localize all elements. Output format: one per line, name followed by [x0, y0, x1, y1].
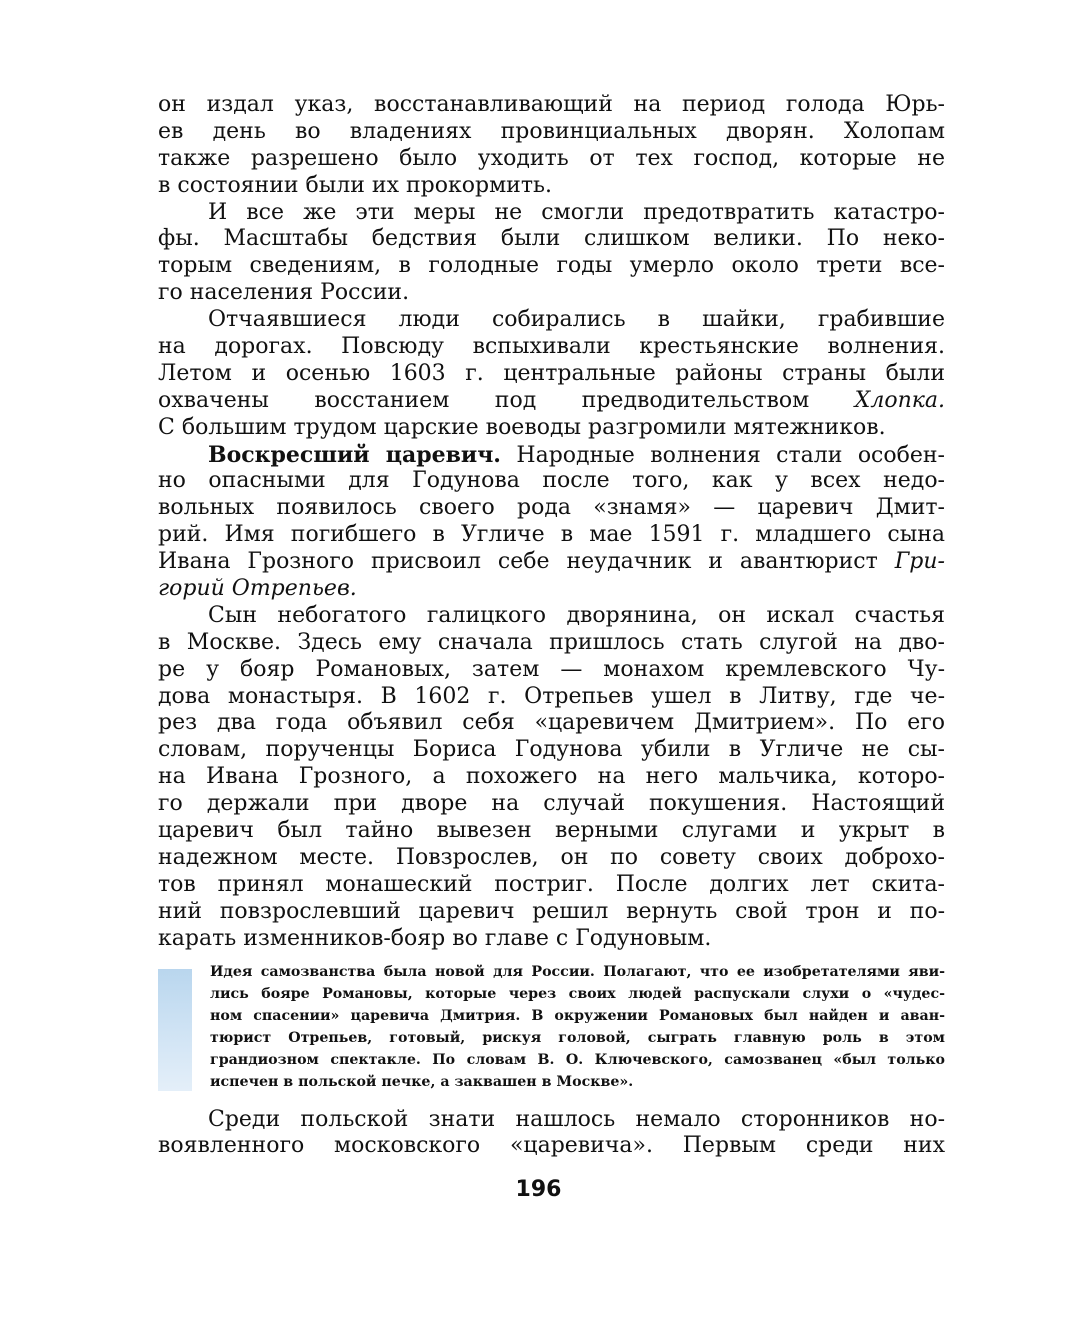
- text-line: но опасными для Годунова после того, как у всех недо-: [158, 468, 945, 494]
- text-line: [158, 442, 945, 469]
- text-line: С большим трудом царские воеводы разгромили мятежников.: [158, 414, 886, 440]
- text-line: Летом и осенью 1603 г. центральные районы страны были: [158, 360, 945, 386]
- text-line: ев день во владениях провинциальных дворян. Холопам: [158, 118, 945, 144]
- sidebar-accent-bar: [158, 969, 192, 1091]
- italic-name: Хлопка.: [854, 387, 945, 413]
- text-line: фы. Масштабы бедствия были слишком велики. По неко-: [158, 226, 945, 252]
- note-line: лись бояре Романовы, которые через своих людей распускали слухи о «чудес-: [210, 985, 945, 1002]
- text-line: воявленного московского «царевича». Первым среди них: [158, 1133, 945, 1159]
- page-text: [158, 92, 945, 1160]
- text-line: [158, 549, 945, 576]
- text-line: словам, порученцы Бориса Годунова убили в Угличе не сы-: [158, 737, 945, 763]
- text-line: горий Отрепьев.: [158, 576, 357, 602]
- section-heading: Воскресший царевич.: [208, 441, 501, 468]
- text-fragment: охвачены восстанием под предводительством: [158, 387, 810, 413]
- italic-name: Гри-: [894, 549, 945, 575]
- text-line: И все же эти меры не смогли предотвратить катастро-: [208, 199, 945, 225]
- text-line: надежном месте. Повзрослев, он по совету своих доброхо-: [158, 844, 945, 870]
- note-line: тюрист Отрепьев, готовый, рискуя головой, сыграть главную роль в этом: [210, 1029, 945, 1046]
- text-line: на Ивана Грозного, а похожего на него мальчика, которо-: [158, 764, 945, 790]
- closing-paragraph: [158, 1107, 945, 1161]
- text-line: на дорогах. Повсюду вспыхивали крестьянские волнения.: [158, 334, 945, 360]
- text-line: го населения России.: [158, 280, 410, 306]
- text-line: Отчаявшиеся люди собирались в шайки, грабившие: [208, 307, 945, 333]
- text-line: карать изменников-бояр во главе с Годуновым.: [158, 925, 712, 951]
- note-line: испечен в польской печке, а заквашен в Москве».: [210, 1073, 634, 1090]
- text-line: го держали при дворе на случай покушения. Настоящий: [158, 791, 945, 817]
- text-line: [158, 388, 945, 415]
- text-line: рез два года объявил себя «царевичем Дмитрием». По его: [158, 710, 945, 736]
- text-fragment: Ивана Грозного присвоил себе неудачник и авантюрист: [158, 549, 878, 575]
- text-line: он издал указ, восстанавливающий на период голода Юрь-: [158, 92, 945, 117]
- note-line: Идея самозванства была новой для России. Полагают, что ее изобретателями яви-: [210, 963, 945, 980]
- text-fragment: Народные волнения стали особен-: [516, 442, 945, 468]
- text-line: в состоянии были их прокормить.: [158, 172, 552, 198]
- sidebar-note: [158, 961, 945, 1093]
- note-line: грандиозном спектакле. По словам В. О. Ключевского, самозванец «был только: [210, 1051, 945, 1068]
- text-line: царевич был тайно вывезен верными слугами и укрыт в: [158, 818, 945, 844]
- text-line: ре у бояр Романовых, затем — монахом кремлевского Чу-: [158, 656, 945, 682]
- text-line: тов принял монашеский постриг. После долгих лет скита-: [158, 871, 945, 897]
- note-line: ном спасении» царевича Дмитрия. В окружении Романовых был найден и аван-: [210, 1007, 945, 1024]
- text-line: ний повзрослевший царевич решил вернуть свой трон и по-: [158, 898, 945, 924]
- text-line: вольных появилось своего рода «знамя» — царевич Дмит-: [158, 495, 945, 521]
- text-line: Сын небогатого галицкого дворянина, он искал счастья: [208, 602, 945, 628]
- text-line: Среди польской знати нашлось немало сторонников но-: [208, 1106, 945, 1132]
- text-line: рий. Имя погибшего в Угличе в мае 1591 г. младшего сына: [158, 522, 945, 548]
- page-number: 196: [515, 1177, 562, 1202]
- text-line: дова монастыря. В 1602 г. Отрепьев ушел в Литву, где че-: [158, 683, 945, 709]
- text-line: также разрешено было уходить от тех господ, которые не: [158, 145, 945, 171]
- text-line: торым сведениям, в голодные годы умерло около трети все-: [158, 253, 945, 279]
- text-line: в Москве. Здесь ему сначала пришлось стать слугой на дво-: [158, 629, 945, 655]
